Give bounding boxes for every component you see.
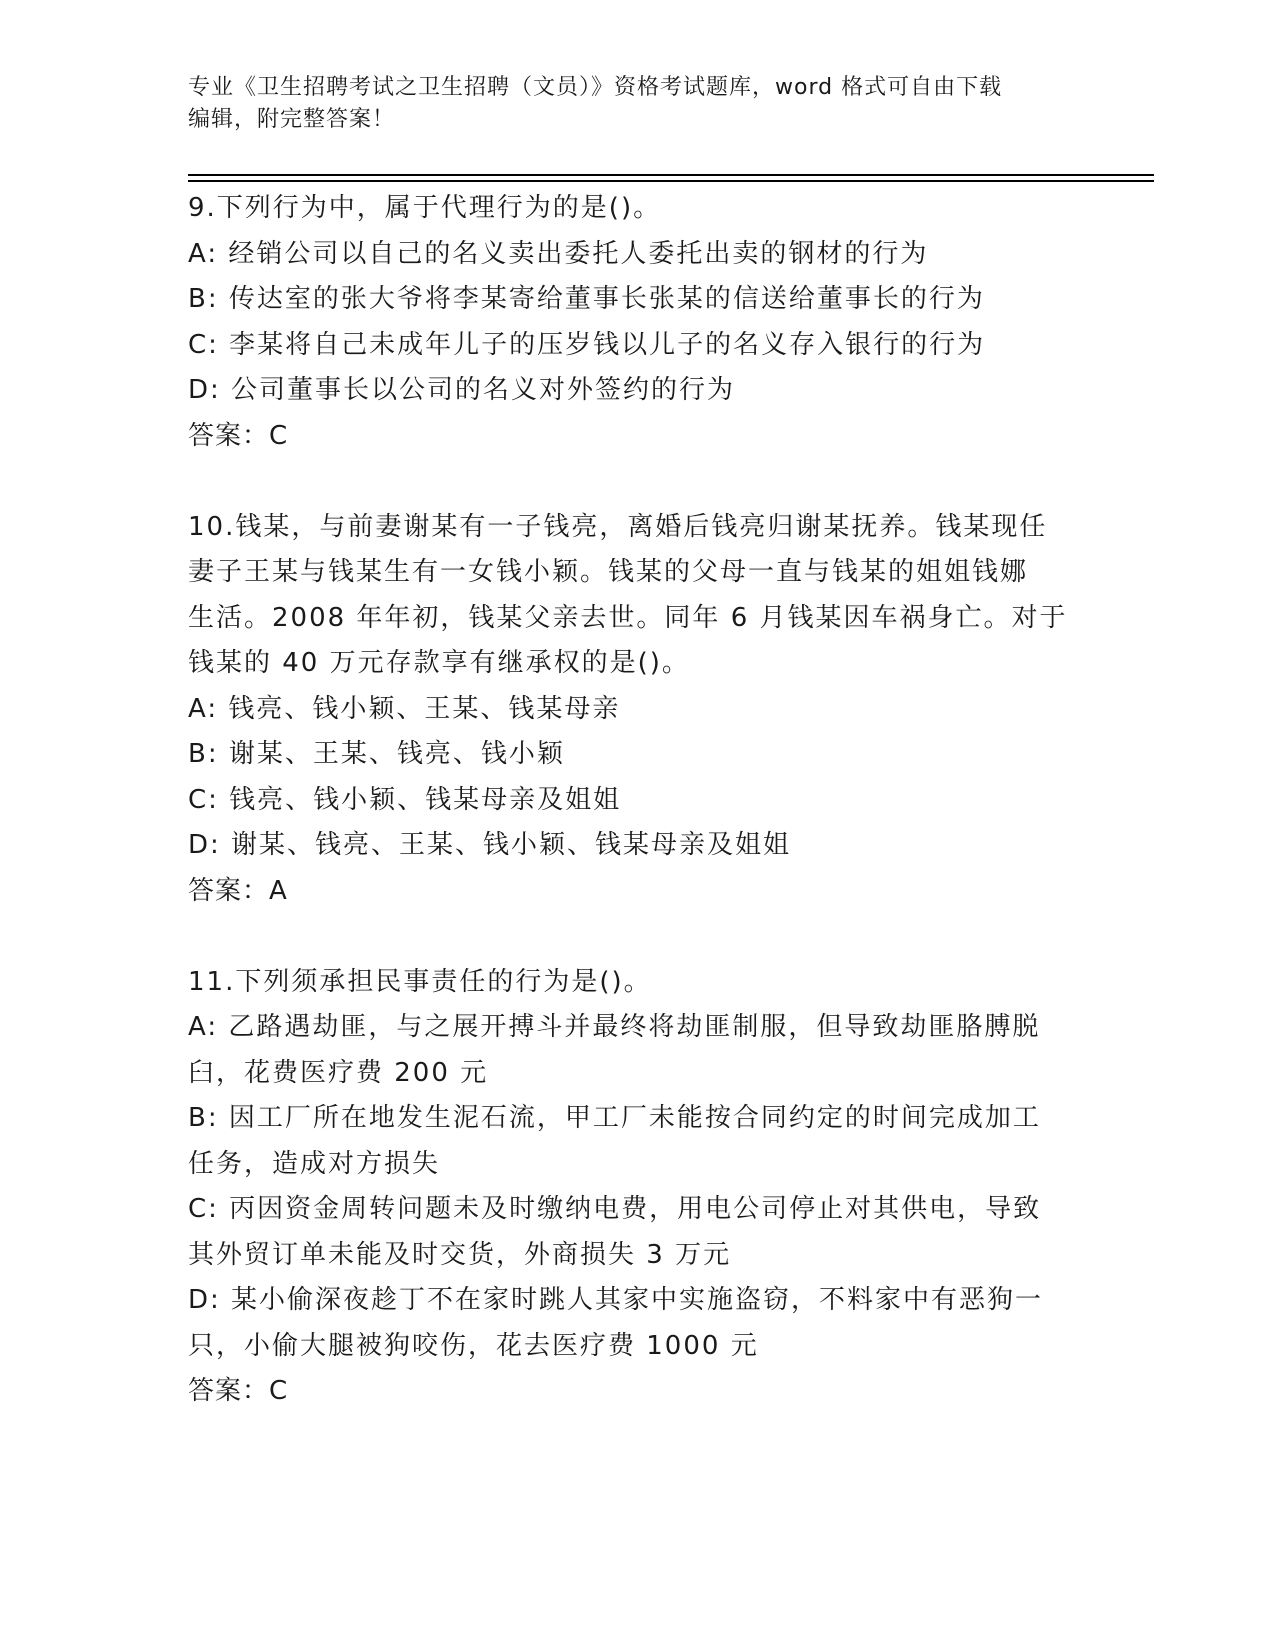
question-stem-line: 钱某的 40 万元存款享有继承权的是()。 [188, 648, 690, 678]
header-line-2: 编辑，附完整答案！ [188, 107, 396, 132]
question-9 [188, 186, 1078, 459]
question-list [188, 186, 1078, 1415]
question-stem-line: 妻子王某与钱某生有一女钱小颖。钱某的父母一直与钱某的姐姐钱娜 [188, 557, 1029, 587]
question-spacer [188, 459, 1078, 505]
document-header [188, 72, 1068, 136]
option-b-line-2: 任务，造成对方损失 [188, 1148, 441, 1179]
option-d: D: 公司董事长以公司的名义对外签约的行为 [188, 375, 736, 405]
question-stem-line: 10.钱某，与前妻谢某有一子钱亮，离婚后钱亮归谢某抚养。钱某现任 [188, 511, 1048, 542]
option-d-line-2: 只，小偷大腿被狗咬伤，花去医疗费 1000 元 [188, 1330, 759, 1361]
option-a-line-1: A: 乙路遇劫匪，与之展开搏斗并最终将劫匪制服，但导致劫匪胳膊脱 [188, 1012, 1041, 1042]
question-11 [188, 960, 1078, 1415]
option-c: C: 钱亮、钱小颖、钱某母亲及姐姐 [188, 784, 622, 815]
header-divider-top [188, 174, 1154, 176]
header-line-1: 专业《卫生招聘考试之卫生招聘（文员）》资格考试题库，word 格式可自由下载 [188, 75, 1003, 100]
option-b: B: 谢某、王某、钱亮、钱小颖 [188, 739, 565, 769]
option-a: A: 经销公司以自己的名义卖出委托人委托出卖的钢材的行为 [188, 238, 929, 269]
option-c-line-2: 其外贸订单未能及时交货，外商损失 3 万元 [188, 1239, 732, 1270]
header-divider-bottom [188, 180, 1154, 182]
option-a: A: 钱亮、钱小颖、王某、钱某母亲 [188, 693, 621, 724]
option-c: C: 李某将自己未成年儿子的压岁钱以儿子的名义存入银行的行为 [188, 329, 986, 360]
answer-label: 答案：A [188, 875, 288, 906]
option-a-line-2: 臼，花费医疗费 200 元 [188, 1057, 489, 1088]
question-stem-line: 生活。2008 年年初，钱某父亲去世。同年 6 月钱某因车祸身亡。对于 [188, 602, 1068, 633]
option-b-line-1: B: 因工厂所在地发生泥石流，甲工厂未能按合同约定的时间完成加工 [188, 1103, 1041, 1133]
question-10 [188, 505, 1078, 915]
question-stem: 9.下列行为中，属于代理行为的是()。 [188, 193, 662, 223]
question-stem: 11.下列须承担民事责任的行为是()。 [188, 966, 652, 997]
option-d: D: 谢某、钱亮、王某、钱小颖、钱某母亲及姐姐 [188, 830, 792, 860]
option-d-line-1: D: 某小偷深夜趁丁不在家时跳人其家中实施盗窃，不料家中有恶狗一 [188, 1285, 1044, 1315]
option-c-line-1: C: 丙因资金周转问题未及时缴纳电费，用电公司停止对其供电，导致 [188, 1194, 1042, 1224]
answer-label: 答案：C [188, 420, 289, 451]
answer-label: 答案：C [188, 1376, 289, 1406]
question-spacer [188, 914, 1078, 960]
option-b: B: 传达室的张大爷将李某寄给董事长张某的信送给董事长的行为 [188, 284, 985, 314]
